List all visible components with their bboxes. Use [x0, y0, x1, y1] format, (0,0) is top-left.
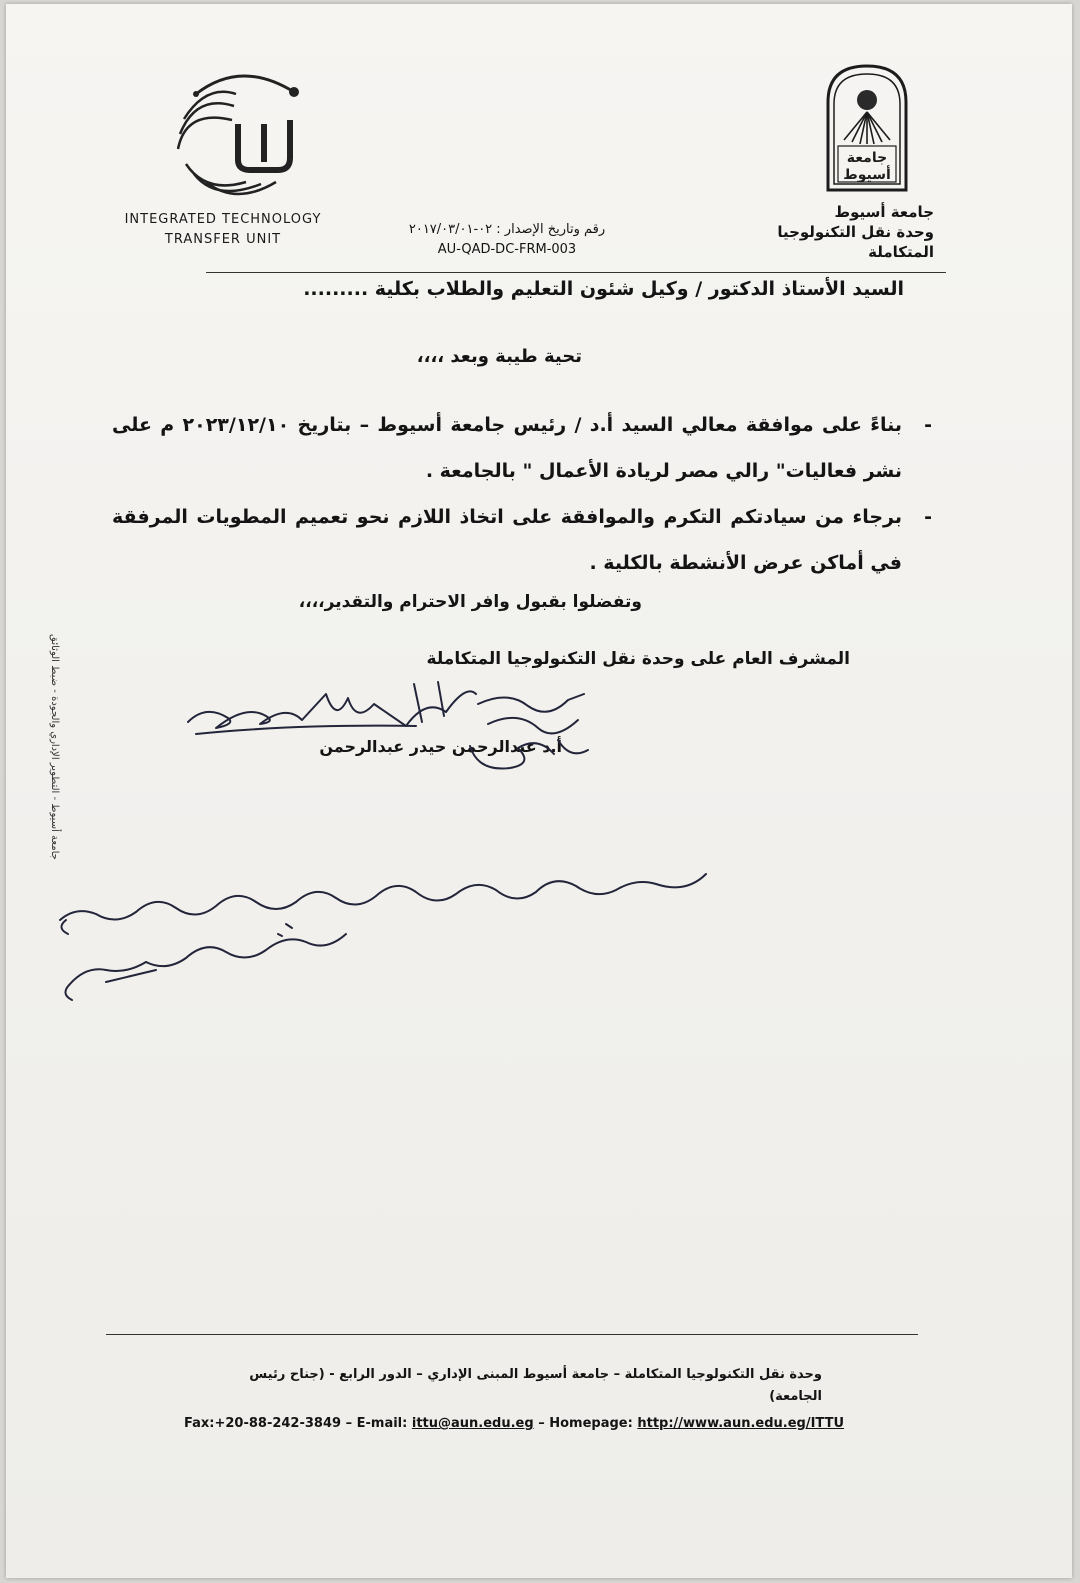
assiut-university-seal-icon — [824, 62, 910, 194]
footer-divider — [106, 1334, 918, 1335]
paragraph-1 — [112, 402, 932, 494]
issue-block — [392, 220, 622, 260]
seal-text-line2: أسيوط — [843, 167, 891, 183]
university-block — [714, 202, 934, 262]
footer-email-link[interactable]: ittu@aun.edu.eg — [411, 1416, 534, 1431]
bullet-2: - — [924, 506, 932, 528]
university-name: جامعة أسيوط — [834, 203, 934, 221]
ittu-name-line1: INTEGRATED TECHNOLOGY — [124, 212, 322, 227]
side-document-control-text: جامعة أسيوط - التطوير الإداري والجودة - ضبط الوثائق — [49, 634, 60, 860]
footer-homepage-label: Homepage: — [549, 1416, 633, 1431]
supervisor-name: أ.د عبدالرحمن حيدر عبدالرحمن — [319, 737, 562, 756]
addressee: السيد الأستاذ الدكتور / وكيل شئون التعليم والطلاب بكلية ......... — [303, 278, 904, 300]
footer-contact — [184, 1416, 884, 1431]
ittu-name — [118, 210, 328, 250]
footer-address: وحدة نقل التكنولوجيا المتكاملة – جامعة أسيوط المبنى الإداري – الدور الرابع - (جناح رئيس الجامعة) — [249, 1367, 822, 1404]
document-page — [6, 4, 1072, 1578]
form-code: AU-QAD-DC-FRM-003 — [437, 242, 577, 257]
footer-fax: Fax:+20-88-242-3849 — [184, 1416, 342, 1431]
header-divider — [206, 272, 946, 273]
footer-separator-1: – — [345, 1416, 357, 1431]
ittu-logo-icon — [166, 64, 316, 204]
paragraph-2-text: برجاء من سيادتكم التكرم والموافقة على اتخاذ اللازم نحو تعميم المطويات المرفقة في أماكن عرض الأنشطة بالكلية . — [112, 506, 902, 574]
ittu-name-line2: TRANSFER UNIT — [164, 232, 282, 247]
footer-separator-2: – — [538, 1416, 550, 1431]
seal-text-line1: جامعة — [846, 150, 888, 166]
footer-homepage-link[interactable]: http://www.aun.edu.eg/ITTU — [637, 1416, 845, 1431]
bullet-1: - — [924, 414, 932, 436]
paragraph-1-text: بناءً على موافقة معالي السيد أ.د / رئيس جامعة أسيوط – بتاريخ ٢٠٢٣/١٢/١٠ م على نشر فعاليات" رالي مصر لريادة الأعمال " بالجامعة . — [112, 414, 902, 482]
greeting: تحية طيبة وبعد ،،،، — [416, 346, 582, 367]
handwritten-note-icon — [458, 684, 598, 779]
unit-name: وحدة نقل التكنولوجيا المتكاملة — [777, 223, 934, 261]
handwritten-forwarding-note-icon — [46, 854, 726, 1014]
footer-email-label: E-mail: — [356, 1416, 408, 1431]
closing: وتفضلوا بقبول وافر الاحترام والتقدير،،،، — [298, 592, 642, 612]
issue-label: رقم وتاريخ الإصدار : ٠٢-٢٠١٧/٠٣/٠١ — [408, 222, 606, 237]
supervisor-signature-icon — [176, 664, 496, 744]
paragraph-2 — [112, 494, 932, 586]
supervisor-title: المشرف العام على وحدة نقل التكنولوجيا المتكاملة — [426, 649, 850, 669]
